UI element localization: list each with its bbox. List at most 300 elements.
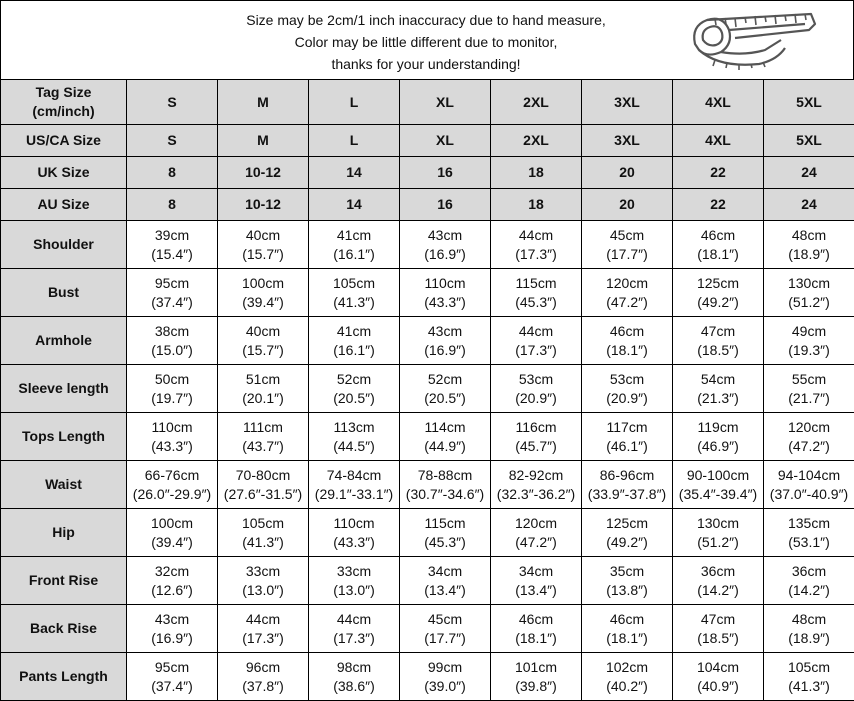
cm-value: 43cm xyxy=(400,322,490,341)
cm-value: 47cm xyxy=(673,610,763,629)
row-label: Bust xyxy=(1,269,127,317)
cm-value: 36cm xyxy=(764,562,854,581)
size-value-cell: 4XL xyxy=(673,125,764,157)
inch-value: (19.7″) xyxy=(127,389,217,408)
inch-value: (51.2″) xyxy=(673,533,763,552)
inch-value: (16.9″) xyxy=(127,629,217,648)
cm-value: 105cm xyxy=(309,274,399,293)
row-label xyxy=(1,157,127,189)
row-label-text: Tag Size xyxy=(1,83,126,102)
measurement-cell xyxy=(218,605,309,653)
size-value-cell: 3XL xyxy=(582,125,673,157)
row-label xyxy=(1,80,127,125)
inch-value: (41.3″) xyxy=(309,293,399,312)
size-value-cell: 24 xyxy=(764,157,854,189)
size-value-cell: XL xyxy=(400,125,491,157)
cm-value: 125cm xyxy=(582,514,672,533)
cm-value: 46cm xyxy=(582,322,672,341)
cm-value: 120cm xyxy=(582,274,672,293)
inch-value: (51.2″) xyxy=(764,293,854,312)
cm-value: 105cm xyxy=(218,514,308,533)
cm-value: 78-88cm xyxy=(400,466,490,485)
measurement-cell xyxy=(491,269,582,317)
cm-value: 44cm xyxy=(218,610,308,629)
measurement-cell xyxy=(673,413,764,461)
inch-value: (43.7″) xyxy=(218,437,308,456)
measurement-cell xyxy=(218,413,309,461)
measurement-cell xyxy=(400,413,491,461)
size-value-cell: S xyxy=(127,80,218,125)
measurement-row xyxy=(1,413,854,461)
size-value-cell: 14 xyxy=(309,157,400,189)
cm-value: 44cm xyxy=(491,322,581,341)
inch-value: (18.9″) xyxy=(764,245,854,264)
measurement-cell xyxy=(673,221,764,269)
inch-value: (18.1″) xyxy=(673,245,763,264)
size-header-row xyxy=(1,157,854,189)
inch-value: (21.3″) xyxy=(673,389,763,408)
inch-value: (14.2″) xyxy=(764,581,854,600)
cm-value: 82-92cm xyxy=(491,466,581,485)
inch-value: (18.5″) xyxy=(673,341,763,360)
measurement-cell xyxy=(309,317,400,365)
measurement-cell xyxy=(127,317,218,365)
measurement-cell xyxy=(673,509,764,557)
notice-line-3: thanks for your understanding! xyxy=(151,53,701,75)
measurement-cell xyxy=(400,653,491,701)
size-value-cell: 10-12 xyxy=(218,157,309,189)
inch-value: (15.4″) xyxy=(127,245,217,264)
cm-value: 120cm xyxy=(764,418,854,437)
notice-text xyxy=(151,9,701,75)
inch-value: (17.7″) xyxy=(582,245,672,264)
inch-value: (16.9″) xyxy=(400,245,490,264)
measurement-cell xyxy=(218,269,309,317)
cm-value: 33cm xyxy=(309,562,399,581)
cm-value: 125cm xyxy=(673,274,763,293)
size-value-cell: 8 xyxy=(127,189,218,221)
measurement-cell xyxy=(764,461,854,509)
measurement-cell xyxy=(309,365,400,413)
cm-value: 49cm xyxy=(764,322,854,341)
inch-value: (47.2″) xyxy=(491,533,581,552)
measurement-cell xyxy=(309,461,400,509)
cm-value: 48cm xyxy=(764,610,854,629)
size-chart-table xyxy=(0,79,854,701)
measurement-cell xyxy=(218,509,309,557)
measurement-cell xyxy=(491,221,582,269)
cm-value: 110cm xyxy=(309,514,399,533)
inch-value: (18.1″) xyxy=(491,629,581,648)
row-label: Armhole xyxy=(1,317,127,365)
size-value-cell: 4XL xyxy=(673,80,764,125)
measurement-cell xyxy=(309,221,400,269)
size-value-cell: 18 xyxy=(491,157,582,189)
row-label-text: AU Size xyxy=(1,195,126,214)
size-header-row xyxy=(1,189,854,221)
cm-value: 47cm xyxy=(673,322,763,341)
row-label-text: (cm/inch) xyxy=(1,102,126,121)
cm-value: 94-104cm xyxy=(764,466,854,485)
cm-value: 40cm xyxy=(218,322,308,341)
size-value-cell: 3XL xyxy=(582,80,673,125)
size-value-cell: 22 xyxy=(673,157,764,189)
cm-value: 52cm xyxy=(400,370,490,389)
measurement-cell xyxy=(582,653,673,701)
cm-value: 50cm xyxy=(127,370,217,389)
measurement-cell xyxy=(582,221,673,269)
measurement-cell xyxy=(764,221,854,269)
inch-value: (19.3″) xyxy=(764,341,854,360)
size-value-cell: 18 xyxy=(491,189,582,221)
inch-value: (45.3″) xyxy=(491,293,581,312)
size-value-cell: L xyxy=(309,80,400,125)
cm-value: 43cm xyxy=(400,226,490,245)
measurement-cell xyxy=(491,509,582,557)
inch-value: (15.7″) xyxy=(218,341,308,360)
row-label: Pants Length xyxy=(1,653,127,701)
inch-value: (39.8″) xyxy=(491,677,581,696)
inch-value: (41.3″) xyxy=(218,533,308,552)
measurement-row xyxy=(1,269,854,317)
row-label: Tops Length xyxy=(1,413,127,461)
cm-value: 54cm xyxy=(673,370,763,389)
cm-value: 32cm xyxy=(127,562,217,581)
measurement-cell xyxy=(400,461,491,509)
inch-value: (13.0″) xyxy=(309,581,399,600)
measurement-row xyxy=(1,365,854,413)
inch-value: (46.1″) xyxy=(582,437,672,456)
cm-value: 102cm xyxy=(582,658,672,677)
size-value-cell: 2XL xyxy=(491,125,582,157)
measurement-cell xyxy=(400,509,491,557)
cm-value: 33cm xyxy=(218,562,308,581)
inch-value: (40.9″) xyxy=(673,677,763,696)
inch-value: (43.3″) xyxy=(127,437,217,456)
inch-value: (47.2″) xyxy=(764,437,854,456)
inch-value: (20.9″) xyxy=(582,389,672,408)
cm-value: 95cm xyxy=(127,274,217,293)
size-value-cell: 16 xyxy=(400,157,491,189)
inch-value: (45.3″) xyxy=(400,533,490,552)
measurement-cell xyxy=(764,269,854,317)
inch-value: (17.3″) xyxy=(491,341,581,360)
measurement-cell xyxy=(127,413,218,461)
inch-value: (20.5″) xyxy=(400,389,490,408)
measurement-cell xyxy=(764,605,854,653)
row-label xyxy=(1,189,127,221)
measurement-cell xyxy=(127,509,218,557)
inch-value: (27.6″-31.5″) xyxy=(218,485,308,504)
cm-value: 115cm xyxy=(491,274,581,293)
measurement-cell xyxy=(764,653,854,701)
notice-line-1: Size may be 2cm/1 inch inaccuracy due to hand measure, xyxy=(151,9,701,31)
cm-value: 46cm xyxy=(673,226,763,245)
inch-value: (38.6″) xyxy=(309,677,399,696)
cm-value: 35cm xyxy=(582,562,672,581)
row-label: Waist xyxy=(1,461,127,509)
notice-line-2: Color may be little different due to monitor, xyxy=(151,31,701,53)
inch-value: (47.2″) xyxy=(582,293,672,312)
measurement-cell xyxy=(127,461,218,509)
measurement-row xyxy=(1,317,854,365)
inch-value: (53.1″) xyxy=(764,533,854,552)
inch-value: (30.7″-34.6″) xyxy=(400,485,490,504)
inch-value: (13.4″) xyxy=(400,581,490,600)
measurement-cell xyxy=(218,653,309,701)
cm-value: 104cm xyxy=(673,658,763,677)
measurement-cell xyxy=(673,365,764,413)
measuring-tape-icon xyxy=(685,4,823,76)
cm-value: 55cm xyxy=(764,370,854,389)
measurement-cell xyxy=(218,461,309,509)
measurement-cell xyxy=(582,365,673,413)
size-value-cell: 16 xyxy=(400,189,491,221)
inch-value: (43.3″) xyxy=(309,533,399,552)
inch-value: (13.0″) xyxy=(218,581,308,600)
measurement-cell xyxy=(582,557,673,605)
measurement-cell xyxy=(309,269,400,317)
cm-value: 115cm xyxy=(400,514,490,533)
inch-value: (49.2″) xyxy=(673,293,763,312)
cm-value: 34cm xyxy=(400,562,490,581)
inch-value: (16.9″) xyxy=(400,341,490,360)
row-label: Shoulder xyxy=(1,221,127,269)
measurement-row xyxy=(1,509,854,557)
measurement-cell xyxy=(582,269,673,317)
inch-value: (32.3″-36.2″) xyxy=(491,485,581,504)
measurement-cell xyxy=(400,221,491,269)
measurement-cell xyxy=(400,557,491,605)
inch-value: (37.4″) xyxy=(127,293,217,312)
cm-value: 99cm xyxy=(400,658,490,677)
measurement-cell xyxy=(491,413,582,461)
measurement-cell xyxy=(127,605,218,653)
inch-value: (16.1″) xyxy=(309,341,399,360)
cm-value: 74-84cm xyxy=(309,466,399,485)
inch-value: (16.1″) xyxy=(309,245,399,264)
inch-value: (17.3″) xyxy=(218,629,308,648)
inch-value: (17.7″) xyxy=(400,629,490,648)
measurement-cell xyxy=(491,605,582,653)
inch-value: (18.9″) xyxy=(764,629,854,648)
measurement-cell xyxy=(673,461,764,509)
row-label: Front Rise xyxy=(1,557,127,605)
cm-value: 135cm xyxy=(764,514,854,533)
measurement-cell xyxy=(127,653,218,701)
row-label: Sleeve length xyxy=(1,365,127,413)
inch-value: (45.7″) xyxy=(491,437,581,456)
row-label-text: UK Size xyxy=(1,163,126,182)
measurement-row xyxy=(1,653,854,701)
measurement-cell xyxy=(400,365,491,413)
cm-value: 70-80cm xyxy=(218,466,308,485)
cm-value: 130cm xyxy=(764,274,854,293)
cm-value: 95cm xyxy=(127,658,217,677)
size-header-row xyxy=(1,125,854,157)
measurement-cell xyxy=(127,221,218,269)
inch-value: (15.7″) xyxy=(218,245,308,264)
cm-value: 53cm xyxy=(582,370,672,389)
measurement-cell xyxy=(127,269,218,317)
inch-value: (18.5″) xyxy=(673,629,763,648)
cm-value: 44cm xyxy=(491,226,581,245)
row-label xyxy=(1,125,127,157)
measurement-cell xyxy=(309,509,400,557)
measurement-cell xyxy=(218,221,309,269)
size-value-cell: 14 xyxy=(309,189,400,221)
inch-value: (33.9″-37.8″) xyxy=(582,485,672,504)
measurement-cell xyxy=(127,365,218,413)
cm-value: 100cm xyxy=(127,514,217,533)
measurement-cell xyxy=(582,509,673,557)
inch-value: (26.0″-29.9″) xyxy=(127,485,217,504)
measurement-cell xyxy=(582,605,673,653)
cm-value: 130cm xyxy=(673,514,763,533)
size-value-cell: 24 xyxy=(764,189,854,221)
cm-value: 116cm xyxy=(491,418,581,437)
inch-value: (43.3″) xyxy=(400,293,490,312)
measurement-cell xyxy=(673,653,764,701)
measurement-cell xyxy=(764,317,854,365)
cm-value: 45cm xyxy=(582,226,672,245)
size-header-row xyxy=(1,80,854,125)
inch-value: (41.3″) xyxy=(764,677,854,696)
cm-value: 48cm xyxy=(764,226,854,245)
measurement-cell xyxy=(764,413,854,461)
cm-value: 117cm xyxy=(582,418,672,437)
inch-value: (13.4″) xyxy=(491,581,581,600)
measurement-cell xyxy=(309,653,400,701)
measurement-cell xyxy=(491,653,582,701)
inch-value: (13.8″) xyxy=(582,581,672,600)
inch-value: (39.0″) xyxy=(400,677,490,696)
inch-value: (18.1″) xyxy=(582,629,672,648)
measurement-cell xyxy=(400,605,491,653)
size-value-cell: 10-12 xyxy=(218,189,309,221)
measurement-row xyxy=(1,461,854,509)
inch-value: (14.2″) xyxy=(673,581,763,600)
measurement-cell xyxy=(491,365,582,413)
cm-value: 52cm xyxy=(309,370,399,389)
cm-value: 66-76cm xyxy=(127,466,217,485)
size-value-cell: M xyxy=(218,125,309,157)
size-value-cell: 5XL xyxy=(764,125,854,157)
measurement-cell xyxy=(218,557,309,605)
inch-value: (29.1″-33.1″) xyxy=(309,485,399,504)
measurement-cell xyxy=(673,317,764,365)
inch-value: (49.2″) xyxy=(582,533,672,552)
measurement-cell xyxy=(309,557,400,605)
cm-value: 120cm xyxy=(491,514,581,533)
cm-value: 36cm xyxy=(673,562,763,581)
inch-value: (17.3″) xyxy=(309,629,399,648)
inch-value: (44.5″) xyxy=(309,437,399,456)
size-value-cell: 8 xyxy=(127,157,218,189)
inch-value: (37.4″) xyxy=(127,677,217,696)
measurement-cell xyxy=(764,365,854,413)
cm-value: 34cm xyxy=(491,562,581,581)
cm-value: 44cm xyxy=(309,610,399,629)
inch-value: (15.0″) xyxy=(127,341,217,360)
cm-value: 119cm xyxy=(673,418,763,437)
cm-value: 39cm xyxy=(127,226,217,245)
measurement-cell xyxy=(127,557,218,605)
cm-value: 53cm xyxy=(491,370,581,389)
cm-value: 41cm xyxy=(309,226,399,245)
cm-value: 111cm xyxy=(218,418,308,437)
measurement-cell xyxy=(764,557,854,605)
cm-value: 100cm xyxy=(218,274,308,293)
cm-value: 105cm xyxy=(764,658,854,677)
size-value-cell: 22 xyxy=(673,189,764,221)
measurement-cell xyxy=(764,509,854,557)
cm-value: 38cm xyxy=(127,322,217,341)
cm-value: 113cm xyxy=(309,418,399,437)
size-value-cell: XL xyxy=(400,80,491,125)
cm-value: 110cm xyxy=(127,418,217,437)
measurement-cell xyxy=(218,365,309,413)
cm-value: 46cm xyxy=(491,610,581,629)
cm-value: 96cm xyxy=(218,658,308,677)
cm-value: 98cm xyxy=(309,658,399,677)
cm-value: 90-100cm xyxy=(673,466,763,485)
cm-value: 40cm xyxy=(218,226,308,245)
cm-value: 101cm xyxy=(491,658,581,677)
size-value-cell: 5XL xyxy=(764,80,854,125)
inch-value: (20.9″) xyxy=(491,389,581,408)
inch-value: (17.3″) xyxy=(491,245,581,264)
inch-value: (37.8″) xyxy=(218,677,308,696)
inch-value: (44.9″) xyxy=(400,437,490,456)
inch-value: (39.4″) xyxy=(127,533,217,552)
measurement-cell xyxy=(582,461,673,509)
inch-value: (21.7″) xyxy=(764,389,854,408)
cm-value: 43cm xyxy=(127,610,217,629)
measurement-cell xyxy=(218,317,309,365)
inch-value: (20.1″) xyxy=(218,389,308,408)
inch-value: (20.5″) xyxy=(309,389,399,408)
cm-value: 41cm xyxy=(309,322,399,341)
cm-value: 45cm xyxy=(400,610,490,629)
measurement-cell xyxy=(673,557,764,605)
size-value-cell: M xyxy=(218,80,309,125)
inch-value: (12.6″) xyxy=(127,581,217,600)
measurement-cell xyxy=(309,413,400,461)
inch-value: (46.9″) xyxy=(673,437,763,456)
measurement-cell xyxy=(309,605,400,653)
measurement-cell xyxy=(673,269,764,317)
cm-value: 46cm xyxy=(582,610,672,629)
size-value-cell: 20 xyxy=(582,157,673,189)
cm-value: 51cm xyxy=(218,370,308,389)
measurement-cell xyxy=(400,317,491,365)
measurement-cell xyxy=(582,317,673,365)
notice-header xyxy=(0,0,854,79)
row-label-text: US/CA Size xyxy=(1,131,126,150)
inch-value: (18.1″) xyxy=(582,341,672,360)
cm-value: 114cm xyxy=(400,418,490,437)
measurement-cell xyxy=(400,269,491,317)
inch-value: (40.2″) xyxy=(582,677,672,696)
measurement-cell xyxy=(491,317,582,365)
row-label: Hip xyxy=(1,509,127,557)
measurement-row xyxy=(1,605,854,653)
inch-value: (35.4″-39.4″) xyxy=(673,485,763,504)
size-value-cell: 20 xyxy=(582,189,673,221)
measurement-cell xyxy=(491,461,582,509)
inch-value: (37.0″-40.9″) xyxy=(764,485,854,504)
